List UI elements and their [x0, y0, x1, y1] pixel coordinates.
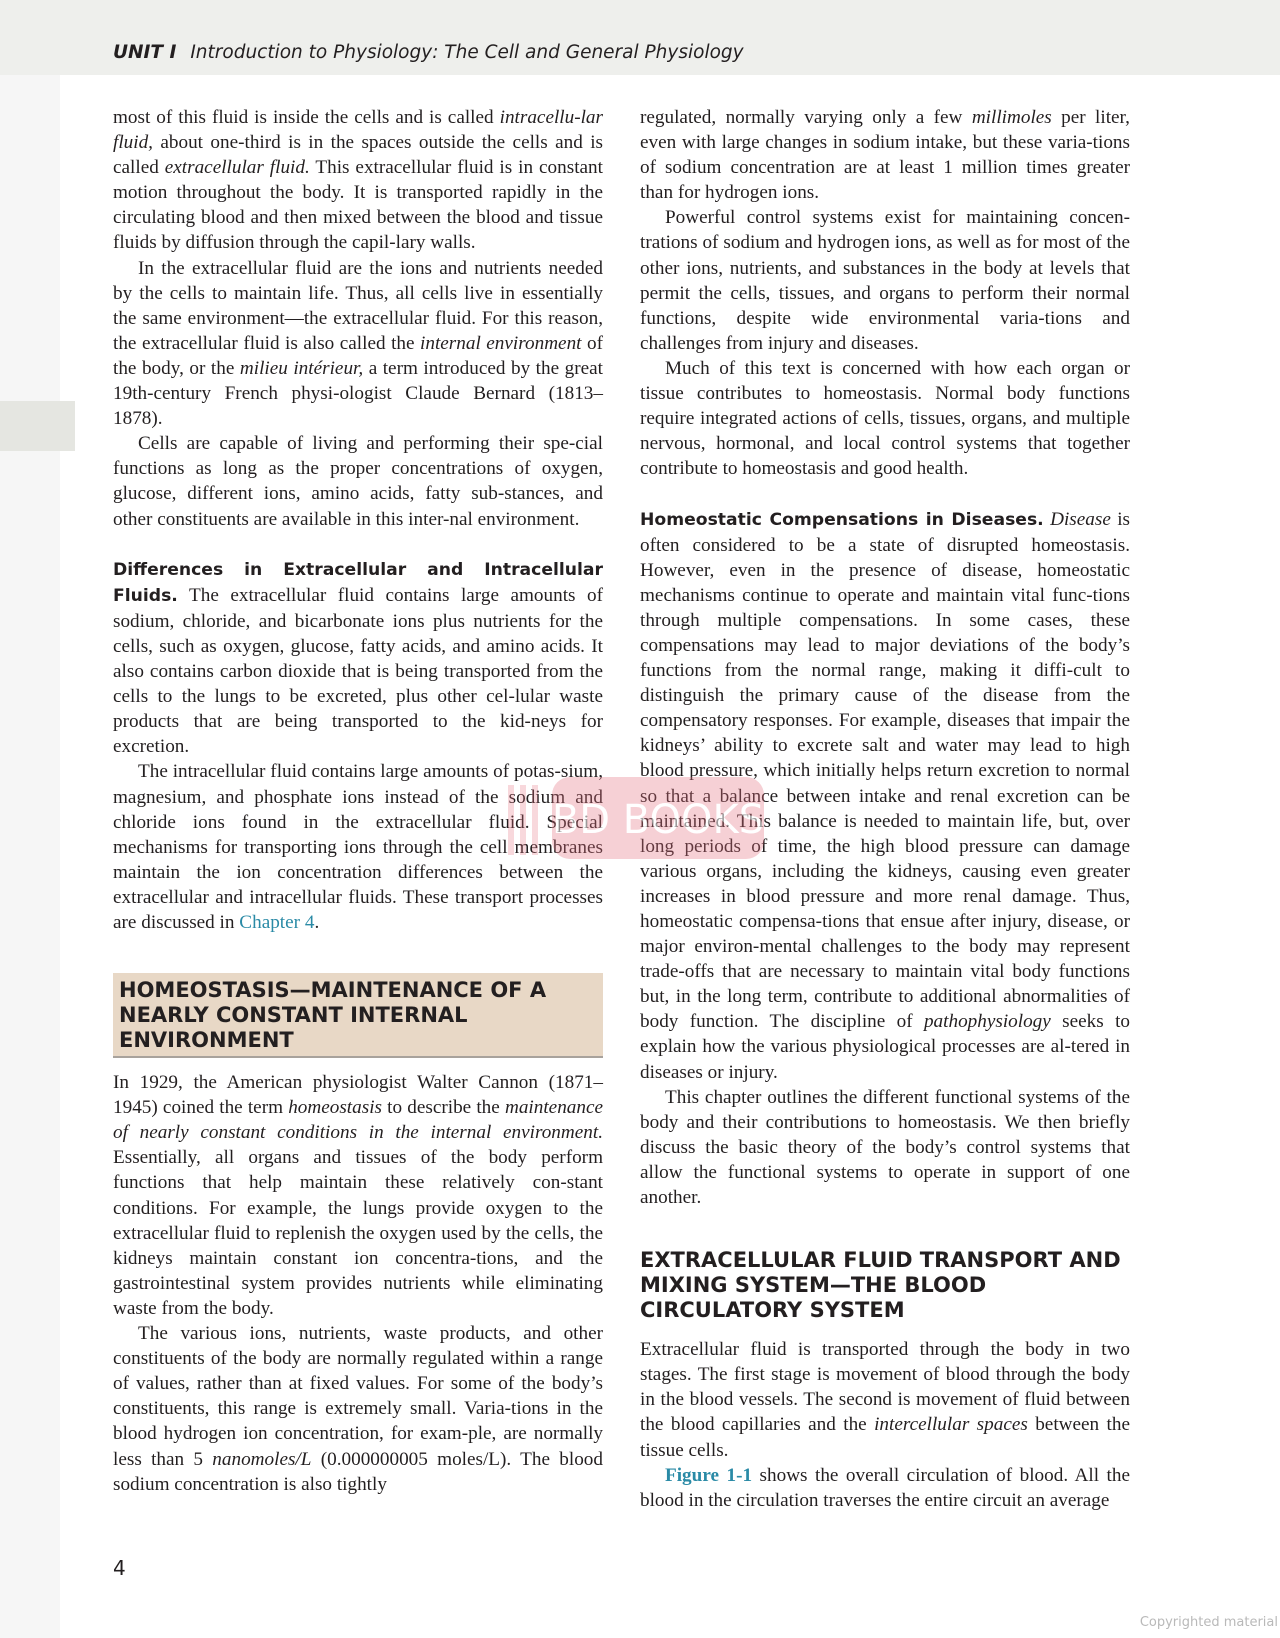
paragraph: regulated, normally varying only a few millimoles per liter, even with large changes in sodium intake, but these varia-tions of sodium concentration are at least 1 million times greater than for hydrogen ions. [640, 107, 1130, 204]
paragraph: Extracellular fluid is transported through the body in two stages. The first stage is movement of blood through the body in the blood vessels. The second is movement of fluid between the blood capillaries and the intercellular spaces between the tissue cells. [640, 1339, 1130, 1461]
paragraph: Cells are capable of living and performing their spe-cial functions as long as the proper concentrations of oxygen, glucose, different ions, amino acids, fatty sub-stances, and other constituents are available in this inter-nal environment. [113, 433, 603, 530]
copyright-notice: Copyrighted material [1139, 1615, 1278, 1630]
term: maintenance of nearly constant conditions in the internal environment. [113, 1097, 604, 1144]
right-column [640, 105, 1130, 1513]
run-in-heading: Differences in Extracellular and Intracellular Fluids. [113, 559, 603, 606]
left-column [113, 105, 603, 1497]
paragraph: In the extracellular fluid are the ions and nutrients needed by the cells to maintain life. Thus, all cells live in essentially the same environment—the extracellular fluid. For this reason, the extracellular fluid is also called the internal environment of the body, or the milieu intérieur, a term introduced by the great 19th-century French physi-ologist Claude Bernard (1813–1878). [113, 257, 603, 430]
paragraph: Powerful control systems exist for maintaining concen-trations of sodium and hydrogen ions, as well as for most of the other ions, nutrients, and substances in the body at levels that permit the cells, tissues, and organs to perform their normal functions, despite wide environmental varia-tions and challenges from injury and diseases. [640, 207, 1130, 354]
paragraph: The various ions, nutrients, waste products, and other constituents of the body are normally regulated within a range of values, rather than at fixed values. For some of the body’s constituents, this range is extremely small. Varia-tions in the blood hydrogen ion concentration, for exam-ple, are normally less than 5 nanomoles/L (0.000000005 moles/L). The blood sodium concentration is also tightly [113, 1323, 603, 1495]
thumb-index-tab [0, 401, 75, 451]
term: internal environment [420, 332, 582, 354]
chapter-4-link[interactable]: Chapter 4 [239, 912, 315, 933]
paragraph: In 1929, the American physiologist Walter Cannon (1871–1945) coined the term homeostasis to describe the maintenance of nearly constant conditions in the internal environment. Essentially, all organs and tissues of the body perform functions that help maintain these relatively con-stant conditions. For example, the lungs provide oxygen to the extracellular fluid to replenish the oxygen used by the cells, the kidneys maintain constant ion concentra-tions, and the gastrointestinal system provides nutrients while eliminating waste from the body. [113, 1072, 604, 1319]
term: Disease [1050, 508, 1111, 530]
watermark-text: BD BOOKS [551, 797, 765, 843]
paragraph: most of this fluid is inside the cells and is called intracellu-lar fluid, about one-third is in the spaces outside the cells and is called extracellular fluid. This extracellular fluid is in constant motion throughout the body. It is transported rapidly in the circulating blood and then mixed between the blood and tissue fluids by diffusion through the capil-lary walls. [113, 107, 603, 254]
paragraph: Differences in Extracellular and Intracellular Fluids. The extracellular fluid contains large amounts of sodium, chloride, and bicarbonate ions plus nutrients for the cells, such as oxygen, glucose, fatty acids, and amino acids. It also contains carbon dioxide that is being transported from the cells to the lungs to be excreted, plus other cel-lular waste products that are being transported to the kid-neys for excretion. [113, 559, 603, 758]
term: milieu intérieur, [239, 357, 364, 379]
section-heading-circulatory-system: EXTRACELLULAR FLUID TRANSPORT AND MIXING SYSTEM—THE BLOOD CIRCULATORY SYSTEM [640, 1248, 1121, 1323]
running-header-band [0, 0, 1280, 75]
paragraph: Figure 1-1 shows the overall circulation of blood. All the blood in the circulation traverses the entire circuit an average [640, 1464, 1130, 1511]
running-head-title: Introduction to Physiology: The Cell and General Physiology [190, 42, 744, 63]
paragraph: Much of this text is concerned with how each organ or tissue contributes to homeostasis. Normal body functions require integrated actions of cells, tissues, organs, and multiple nervous, hormonal, and local control systems that together contribute to homeostasis and good health. [640, 357, 1130, 480]
page-number: 4 [113, 1556, 126, 1580]
figure-1-1-link[interactable]: Figure 1-1 [665, 1464, 753, 1486]
run-in-heading: Homeostatic Compensations in Diseases. [640, 509, 1044, 530]
left-margin-shade [0, 75, 60, 1638]
running-head [113, 42, 744, 63]
unit-label: UNIT I [113, 42, 177, 63]
term: homeostasis [288, 1097, 382, 1119]
paragraph: Homeostatic Compensations in Diseases. Disease is often considered to be a state of disrupted homeostasis. However, even in the presence of disease, homeostatic mechanisms continue to operate and maintain vital func-tions through multiple compensations. In some cases, these compensations may lead to major deviations of the body’s functions from the normal range, making it diffi-cult to distinguish the primary cause of the disease from the compensatory responses. For example, diseases that impair the kidneys’ ability to excrete salt and water may lead to high blood pressure, which initially helps return excretion to normal so that a balance between intake and renal excretion can be maintained. This balance is needed to maintain life, but, over long periods of time, the high blood pressure can damage various organs, including the kidneys, causing even greater increases in blood pressure and more renal damage. Thus, homeostatic compensa-tions that ensue after injury, disease, or major environ-mental challenges to the body may represent trade-offs that are necessary to maintain vital body functions but, in the long term, contribute to additional abnormalities of body function. The discipline of pathophysiology seeks to explain how the various physiological processes are al-tered in diseases or injury. [640, 508, 1131, 1083]
term: extracellular fluid. [164, 157, 310, 179]
paragraph: This chapter outlines the different functional systems of the body and their contributions to homeostasis. We then briefly discuss the basic theory of the body’s control systems that allow the functional systems to operate in support of one another. [640, 1086, 1130, 1209]
term: intercellular spaces [874, 1414, 1028, 1436]
paragraph: The intracellular fluid contains large amounts of potas-sium, magnesium, and phosphate ions instead of the sodium and chloride ions found in the extracellular fluid. Special mechanisms for transporting ions through the cell membranes maintain the ion concentration differences between the extracellular and intracellular fluids. These transport processes are discussed in Chapter 4. [113, 761, 603, 933]
term: millimoles [971, 107, 1052, 128]
section-heading-homeostasis: HOMEOSTASIS—MAINTENANCE OF A NEARLY CONSTANT INTERNAL ENVIRONMENT [113, 973, 603, 1058]
term: nanomoles/L [212, 1448, 312, 1470]
term: intracellu-lar fluid, [113, 107, 603, 154]
term: pathophysiology [923, 1011, 1051, 1033]
